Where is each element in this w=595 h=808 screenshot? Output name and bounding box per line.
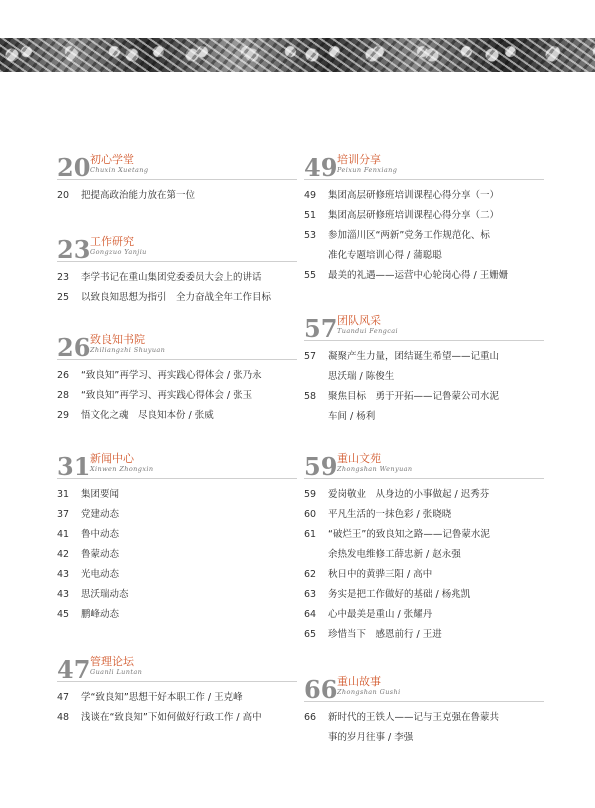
entry-page: 51 bbox=[304, 210, 317, 221]
toc-entry[interactable] bbox=[57, 565, 297, 585]
section-title: 致良知书院 bbox=[90, 333, 145, 346]
entry-page: 57 bbox=[304, 351, 317, 362]
toc-entry-continuation: 车间 / 杨利 bbox=[328, 411, 376, 422]
section-header bbox=[57, 235, 297, 262]
section-title: 团队风采 bbox=[337, 314, 381, 327]
section-pinyin: Zhiliangzhi Shuyuan bbox=[90, 346, 166, 354]
section-header bbox=[304, 675, 544, 702]
section-peixun-fenxiang bbox=[304, 153, 544, 286]
entry-page: 49 bbox=[304, 190, 317, 201]
entry-title: “破烂王”的致良知之路——记鲁蒙水泥 bbox=[328, 529, 490, 540]
section-guanli-luntan bbox=[57, 655, 297, 728]
entry-page: 59 bbox=[304, 489, 317, 500]
toc-entry[interactable] bbox=[57, 485, 297, 505]
entry-title: 心中最美是重山 / 张耀丹 bbox=[328, 609, 433, 620]
toc-entry[interactable] bbox=[304, 347, 544, 367]
toc-entry[interactable] bbox=[304, 206, 544, 226]
toc-entry[interactable] bbox=[57, 505, 297, 525]
toc-entry[interactable] bbox=[57, 386, 297, 406]
section-title: 新闻中心 bbox=[90, 452, 134, 465]
entry-title: 李学书记在重山集团党委委员大会上的讲话 bbox=[81, 272, 262, 283]
section-pinyin: Chuxin Xuetang bbox=[90, 166, 149, 174]
toc-entry[interactable] bbox=[57, 688, 297, 708]
entry-title: 以致良知思想为指引 全力奋战全年工作目标 bbox=[81, 292, 272, 303]
entry-title: “致良知”再学习、再实践心得体会 / 张乃永 bbox=[81, 370, 262, 381]
entry-page: 37 bbox=[57, 509, 70, 520]
toc-entry[interactable] bbox=[304, 226, 544, 246]
section-title: 初心学堂 bbox=[90, 153, 134, 166]
entry-title: 新时代的王铁人——记与王克强在鲁蒙共 bbox=[328, 712, 500, 723]
entry-page: 43 bbox=[57, 589, 70, 600]
entry-title: 悟文化之魂 尽良知本份 / 张威 bbox=[81, 410, 214, 421]
entry-page: 65 bbox=[304, 629, 317, 640]
section-title: 重山故事 bbox=[337, 675, 381, 688]
toc-entry[interactable] bbox=[304, 485, 544, 505]
section-zhongshan-gushi bbox=[304, 675, 544, 748]
section-pinyin: Zhongshan Gushi bbox=[337, 688, 401, 696]
section-header bbox=[304, 452, 544, 479]
section-title: 工作研究 bbox=[90, 235, 134, 248]
entry-page: 23 bbox=[57, 272, 70, 283]
section-pinyin: Peixun Fenxiang bbox=[337, 166, 398, 174]
entry-title: 党建动态 bbox=[81, 509, 120, 520]
entry-page: 42 bbox=[57, 549, 70, 560]
section-title: 培训分享 bbox=[337, 153, 381, 166]
section-page-number: 57 bbox=[304, 314, 338, 343]
entry-page: 58 bbox=[304, 391, 317, 402]
entry-page: 29 bbox=[57, 410, 70, 421]
entry-page: 43 bbox=[57, 569, 70, 580]
entry-title: 思沃瑞动态 bbox=[81, 589, 129, 600]
entry-title: 凝聚产生力量，团结诞生希望——记重山 bbox=[328, 351, 500, 362]
toc-entry[interactable] bbox=[304, 605, 544, 625]
section-page-number: 47 bbox=[57, 655, 91, 684]
entry-title: 爱岗敬业 从身边的小事做起 / 迟秀芬 bbox=[328, 489, 490, 500]
toc-entry[interactable] bbox=[57, 708, 297, 728]
entry-title: 秋日中的黄骅三阳 / 高中 bbox=[328, 569, 433, 580]
entry-page: 28 bbox=[57, 390, 70, 401]
entry-title: 把提高政治能力放在第一位 bbox=[81, 190, 196, 201]
entry-page: 25 bbox=[57, 292, 70, 303]
toc-entry[interactable] bbox=[304, 525, 544, 545]
section-pinyin: Guanli Luntan bbox=[90, 668, 143, 676]
entry-title: 鹏峰动态 bbox=[81, 609, 120, 620]
entry-title: 集团高层研修班培训课程心得分享（一） bbox=[328, 190, 500, 201]
toc-entry[interactable] bbox=[304, 186, 544, 206]
toc-entry[interactable] bbox=[304, 266, 544, 286]
entry-title: 最美的礼遇——运营中心轮岗心得 / 王姗姗 bbox=[328, 270, 509, 281]
section-header bbox=[57, 452, 297, 479]
section-page-number: 26 bbox=[57, 333, 91, 362]
section-header bbox=[304, 314, 544, 341]
section-chuxin-xuetang bbox=[57, 153, 297, 206]
entry-title: 珍惜当下 感恩前行 / 王进 bbox=[328, 629, 442, 640]
entry-title: 学“致良知”思想干好本职工作 / 王克峰 bbox=[81, 692, 243, 703]
section-title: 管理论坛 bbox=[90, 655, 134, 668]
entry-page: 48 bbox=[57, 712, 70, 723]
section-page-number: 59 bbox=[304, 452, 338, 481]
toc-entry-continuation: 事的岁月往事 / 李强 bbox=[328, 732, 414, 743]
section-zhongshan-wenyuan bbox=[304, 452, 544, 645]
toc-entry[interactable] bbox=[57, 605, 297, 625]
section-page-number: 23 bbox=[57, 235, 91, 264]
entry-page: 60 bbox=[304, 509, 317, 520]
toc-entry[interactable] bbox=[57, 525, 297, 545]
toc-entry[interactable] bbox=[304, 387, 544, 407]
entry-title: 集团高层研修班培训课程心得分享（二） bbox=[328, 210, 500, 221]
entry-page: 62 bbox=[304, 569, 317, 580]
entry-page: 31 bbox=[57, 489, 70, 500]
toc-entry[interactable] bbox=[304, 565, 544, 585]
entry-page: 64 bbox=[304, 609, 317, 620]
section-page-number: 66 bbox=[304, 675, 338, 704]
entry-title: 光电动态 bbox=[81, 569, 120, 580]
entry-title: 参加淄川区“两新”党务工作规范化、标 bbox=[328, 230, 490, 241]
section-zhiliangzhi-shuyuan bbox=[57, 333, 297, 426]
entry-title: 浅谈在“致良知”下如何做好行政工作 / 高中 bbox=[81, 712, 262, 723]
section-page-number: 31 bbox=[57, 452, 91, 481]
entry-title: 务实是把工作做好的基础 / 杨兆凯 bbox=[328, 589, 471, 600]
toc-entry[interactable] bbox=[304, 708, 544, 728]
section-pinyin: Gongzuo Yanjiu bbox=[90, 248, 147, 256]
toc-entry[interactable] bbox=[57, 545, 297, 565]
toc-entry[interactable] bbox=[304, 585, 544, 605]
toc-entry[interactable] bbox=[304, 505, 544, 525]
decorative-carving-banner bbox=[0, 38, 595, 72]
section-page-number: 20 bbox=[57, 153, 91, 182]
section-page-number: 49 bbox=[304, 153, 338, 182]
entry-title: 集团要闻 bbox=[81, 489, 120, 500]
section-header bbox=[57, 153, 297, 180]
entry-page: 53 bbox=[304, 230, 317, 241]
section-gongzuo-yanjiu bbox=[57, 235, 297, 308]
toc-entry[interactable] bbox=[57, 406, 297, 426]
entry-title: “致良知”再学习、再实践心得体会 / 张玉 bbox=[81, 390, 253, 401]
entry-title: 鲁中动态 bbox=[81, 529, 120, 540]
entry-title: 平凡生活的一抹色彩 / 张晓晓 bbox=[328, 509, 452, 520]
entry-page: 63 bbox=[304, 589, 317, 600]
entry-page: 55 bbox=[304, 270, 317, 281]
toc-entry-continuation: 思沃瑞 / 陈俊生 bbox=[328, 371, 395, 382]
toc-entry[interactable] bbox=[57, 585, 297, 605]
section-pinyin: Zhongshan Wenyuan bbox=[337, 465, 413, 473]
section-title: 重山文苑 bbox=[337, 452, 381, 465]
section-header bbox=[57, 655, 297, 682]
toc-entry-continuation: 准化专题培训心得 / 蒲聪聪 bbox=[328, 250, 442, 261]
section-header bbox=[57, 333, 297, 360]
entry-page: 41 bbox=[57, 529, 70, 540]
section-xinwen-zhongxin bbox=[57, 452, 297, 625]
toc-entry[interactable] bbox=[57, 366, 297, 386]
section-pinyin: Tuandui Fengcai bbox=[337, 327, 399, 335]
entry-page: 61 bbox=[304, 529, 317, 540]
toc-entry[interactable] bbox=[304, 625, 544, 645]
toc-entry-continuation: 余热发电维修工薛忠新 / 赵永强 bbox=[328, 549, 461, 560]
section-pinyin: Xinwen Zhongxin bbox=[90, 465, 154, 473]
entry-title: 聚焦目标 勇于开拓——记鲁蒙公司水泥 bbox=[328, 391, 500, 402]
entry-title: 鲁蒙动态 bbox=[81, 549, 120, 560]
entry-page: 20 bbox=[57, 190, 70, 201]
section-tuandui-fengcai bbox=[304, 314, 544, 427]
entry-page: 26 bbox=[57, 370, 70, 381]
toc-entry[interactable] bbox=[57, 186, 297, 206]
toc-entry[interactable] bbox=[57, 288, 297, 308]
section-header bbox=[304, 153, 544, 180]
entry-page: 47 bbox=[57, 692, 70, 703]
toc-entry[interactable] bbox=[57, 268, 297, 288]
entry-page: 66 bbox=[304, 712, 317, 723]
entry-page: 45 bbox=[57, 609, 70, 620]
